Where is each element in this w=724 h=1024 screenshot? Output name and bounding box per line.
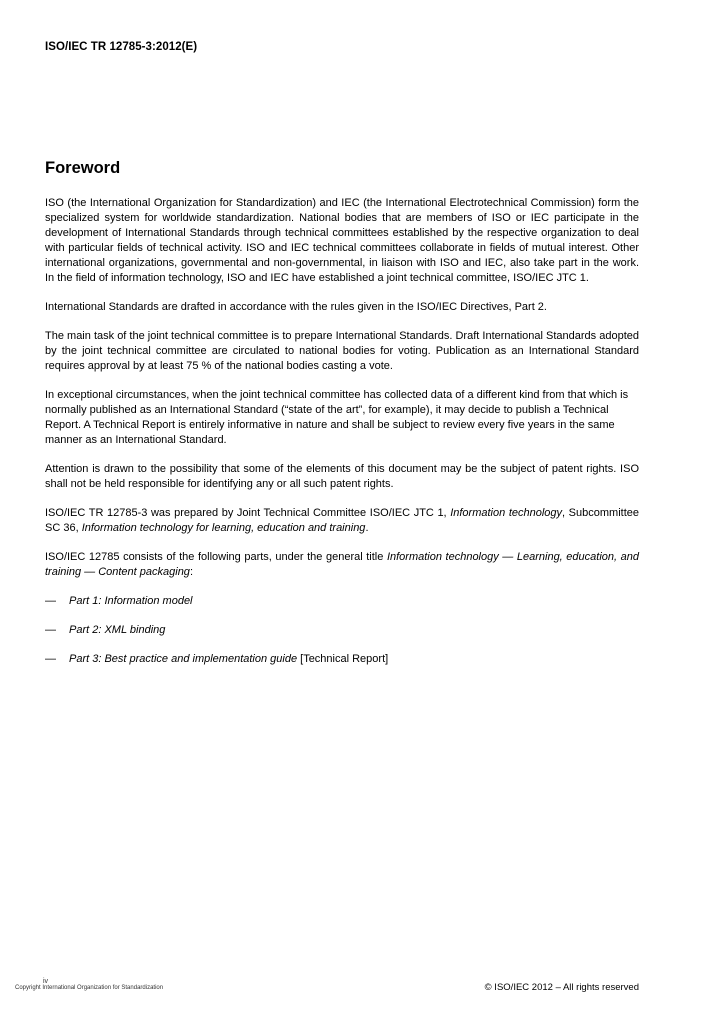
paragraph-prepared-by [45, 506, 639, 536]
paragraph-iso-iec-intro: ISO (the International Organization for Standardization) and IEC (the International Electrotechnical Commission) form the specialized system for worldwide standardization. National bodies that are members of ISO or IEC participate in the development of International Standards through technical committees established by the respective organization to deal with particular fields of technical activity. ISO and IEC technical committees collaborate in fields of mutual interest. Other international organizations, governmental and non-governmental, in liaison with ISO and IEC, also take part in the work. In the field of information technology, ISO and IEC have established a joint technical committee, ISO/IEC JTC 1. [45, 197, 639, 284]
foreword-title: Foreword [45, 159, 121, 177]
footer-copyright-right: © ISO/IEC 2012 – All rights reserved [484, 982, 639, 993]
list-dash: — [45, 624, 56, 636]
paragraph-exceptional-circumstances: In exceptional circumstances, when the joint technical committee has collected data of a different kind from that which is normally published as an International Standard (“state of the art”, for example), it may decide to publish a Technical Report. A Technical Report is entirely informative in nature and shall be subject to review every five years in the same manner as an International Standard. [45, 389, 629, 446]
page-number: iv [43, 978, 49, 985]
list-item-part-2 [45, 623, 639, 638]
paragraph-directives: International Standards are drafted in accordance with the rules given in the ISO/IEC Directives, Part 2. [45, 301, 547, 313]
parts-intro-text: ISO/IEC 12785 consists of the following parts, under the general title [45, 551, 387, 563]
foreword-body [45, 196, 639, 681]
prepared-by-text: ISO/IEC TR 12785-3 was prepared by Joint Technical Committee ISO/IEC JTC 1, [45, 507, 451, 519]
list-dash: — [45, 595, 56, 607]
paragraph-patent-rights: Attention is drawn to the possibility that some of the elements of this document may be the subject of patent rights. ISO shall not be held responsible for identifying any or all such patent rights. [45, 463, 639, 490]
part-3-line [69, 652, 388, 667]
footer-copyright-left [15, 978, 164, 991]
document-id-header: ISO/IEC TR 12785-3:2012(E) [45, 41, 198, 53]
list-item-part-3 [45, 652, 639, 667]
prepared-by-end: . [365, 522, 369, 534]
prepared-by-subcommittee: , Subcommittee SC 36, [45, 507, 639, 534]
paragraph-main-task: The main task of the joint technical committee is to prepare International Standards. Draft International Standards adopted by the joint technical committee are circulated to national bodies for voting. Publication as an International Standard requires approval by at least 75 % of the national bodies casting a vote. [45, 330, 639, 372]
part-3-suffix: [Technical Report] [297, 653, 389, 665]
parts-general-title: Information technology — Learning, education, and training — Content packaging [45, 551, 639, 578]
part-2-title: Part 2: XML binding [69, 624, 166, 636]
prepared-by-committee-title: Information technology [450, 507, 563, 519]
footer-copyright-left-text: Copyright International Organization for Standardization [15, 985, 164, 991]
prepared-by-subcommittee-title: Information technology for learning, education and training [81, 522, 366, 534]
part-1-title: Part 1: Information model [69, 595, 193, 607]
parts-intro-colon: : [189, 566, 193, 578]
list-dash: — [45, 653, 56, 665]
list-item-part-1 [45, 594, 639, 609]
paragraph-parts-intro [45, 550, 639, 580]
part-3-title: Part 3: Best practice and implementation guide [69, 653, 298, 665]
